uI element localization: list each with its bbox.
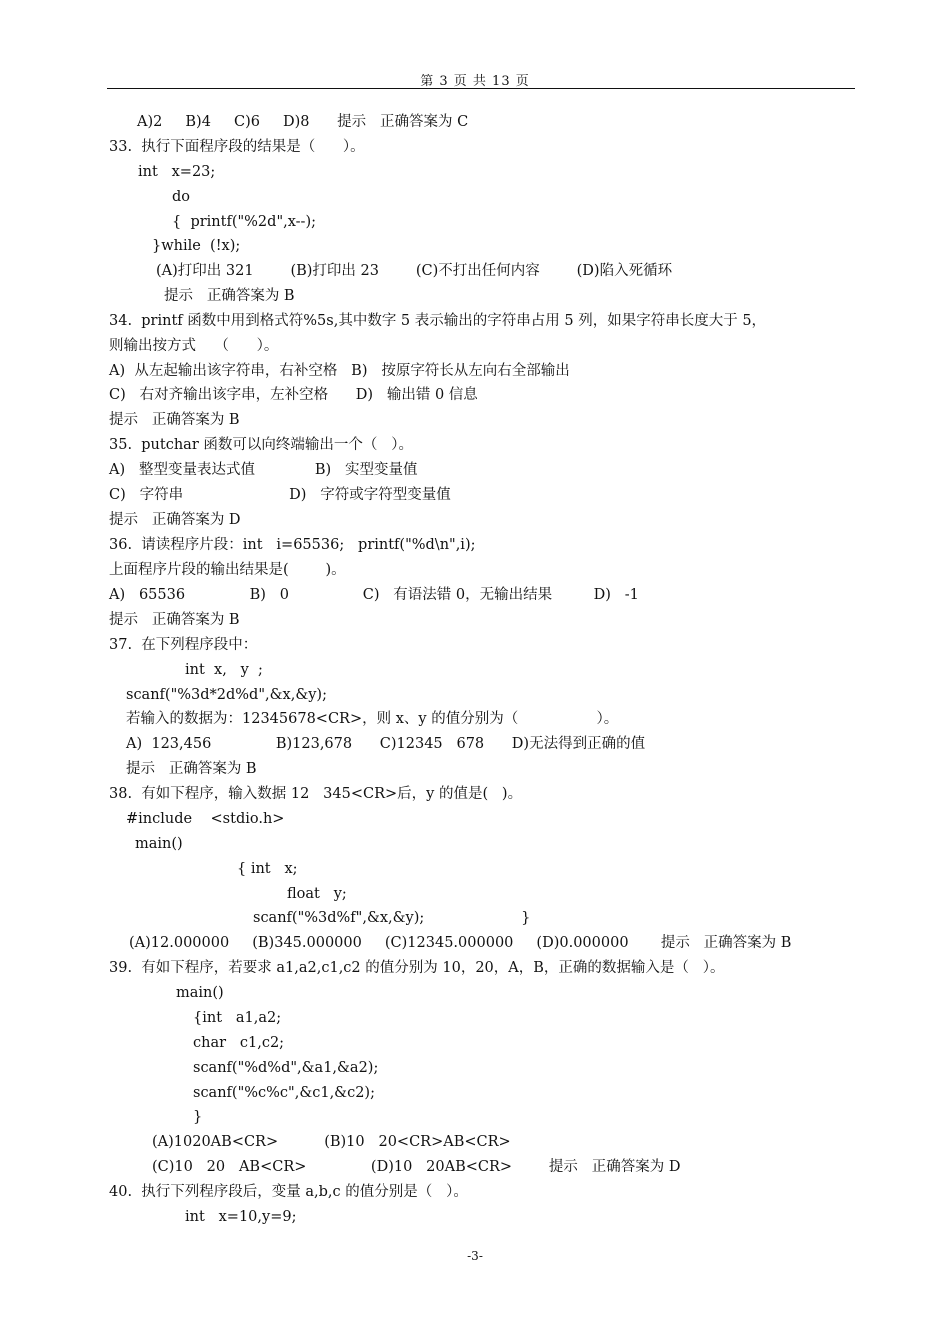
code-line: main() [135,836,183,852]
code-line: } [193,1109,203,1125]
options-line: A) 123,456 B)123,678 C)12345 678 D)无法得到正确的值 [126,736,646,752]
question-38: 38. 有如下程序，输入数据 12 345<CR>后，y 的值是( )。 [109,786,523,802]
code-line: scanf("%c%c",&c1,&c2); [193,1085,375,1101]
options-line: A) 整型变量表达式值 B) 实型变量值 [109,462,418,478]
answer-hint: 提示 正确答案为 B [126,761,257,777]
code-line: scanf("%3d%f",&x,&y); } [253,910,531,926]
question-34: 34. printf 函数中用到格式符%5s,其中数字 5 表示输出的字符串占用 5 列，如果字符串长度大于 5， [109,313,767,329]
code-line: char c1,c2; [193,1035,285,1051]
options-line: (A)打印出 321 (B)打印出 23 (C)不打出任何内容 (D)陷入死循环 [156,263,673,279]
answer-hint: 提示 正确答案为 B [164,288,295,304]
answer-hint: 提示 正确答案为 B [109,612,240,628]
code-line: int x=23; [138,164,216,180]
text-line: 上面程序片段的输出结果是( )。 [109,562,346,578]
page-number: -3- [467,1249,483,1263]
code-line: main() [176,985,224,1001]
options-line: (A)1020AB<CR> (B)10 20<CR>AB<CR> [152,1134,511,1150]
question-36: 36. 请读程序片段：int i=65536; printf("%d\n",i); [109,537,476,553]
text-line: 若输入的数据为：12345678<CR>，则 x、y 的值分别为（ ）。 [126,711,619,727]
options-line: (C)10 20 AB<CR> (D)10 20AB<CR> 提示 正确答案为 D [152,1159,681,1175]
code-line: do [172,189,191,205]
text-line: A)2 B)4 C)6 D)8 提示 正确答案为 C [137,114,469,130]
options-line: C) 右对齐输出该字串，左补空格 D) 输出错 0 信息 [109,387,478,403]
answer-hint: 提示 正确答案为 D [109,512,241,528]
question-35: 35. putchar 函数可以向终端输出一个（ ）。 [109,437,413,453]
question-37: 37. 在下列程序段中： [109,637,258,653]
code-line: scanf("%d%d",&a1,&a2); [193,1060,379,1076]
code-line: }while (!x); [152,238,241,254]
answer-hint: 提示 正确答案为 B [109,412,240,428]
code-line: { int x; [237,861,298,877]
page-header: 第 3 页 共 13 页 [420,74,530,89]
header-divider [107,88,855,89]
question-40: 40. 执行下列程序段后，变量 a,b,c 的值分别是（ ）。 [109,1184,468,1200]
text-line: 则输出按方式 （ ）。 [109,338,279,354]
code-line: int x, y ; [185,662,263,678]
options-line: (A)12.000000 (B)345.000000 (C)12345.000000 (D)0.000000 提示 正确答案为 B [129,935,792,951]
code-line: #include <stdio.h> [126,811,285,827]
options-line: A) 从左起输出该字符串，右补空格 B) 按原字符长从左向右全部输出 [109,363,570,379]
question-39: 39. 有如下程序，若要求 a1,a2,c1,c2 的值分别为 10，20，A，B，正确的数据输入是（ ）。 [109,960,725,976]
code-line: int x=10,y=9; [185,1209,297,1225]
code-line: scanf("%3d*2d%d",&x,&y); [126,687,327,703]
code-line: { printf("%2d",x--); [172,214,316,230]
code-line: {int a1,a2; [193,1010,282,1026]
options-line: C) 字符串 D) 字符或字符型变量值 [109,487,451,503]
code-line: float y; [287,886,347,902]
question-33: 33. 执行下面程序段的结果是（ ）。 [109,139,365,155]
options-line: A) 65536 B) 0 C) 有语法错 0，无输出结果 D) -1 [109,587,639,603]
